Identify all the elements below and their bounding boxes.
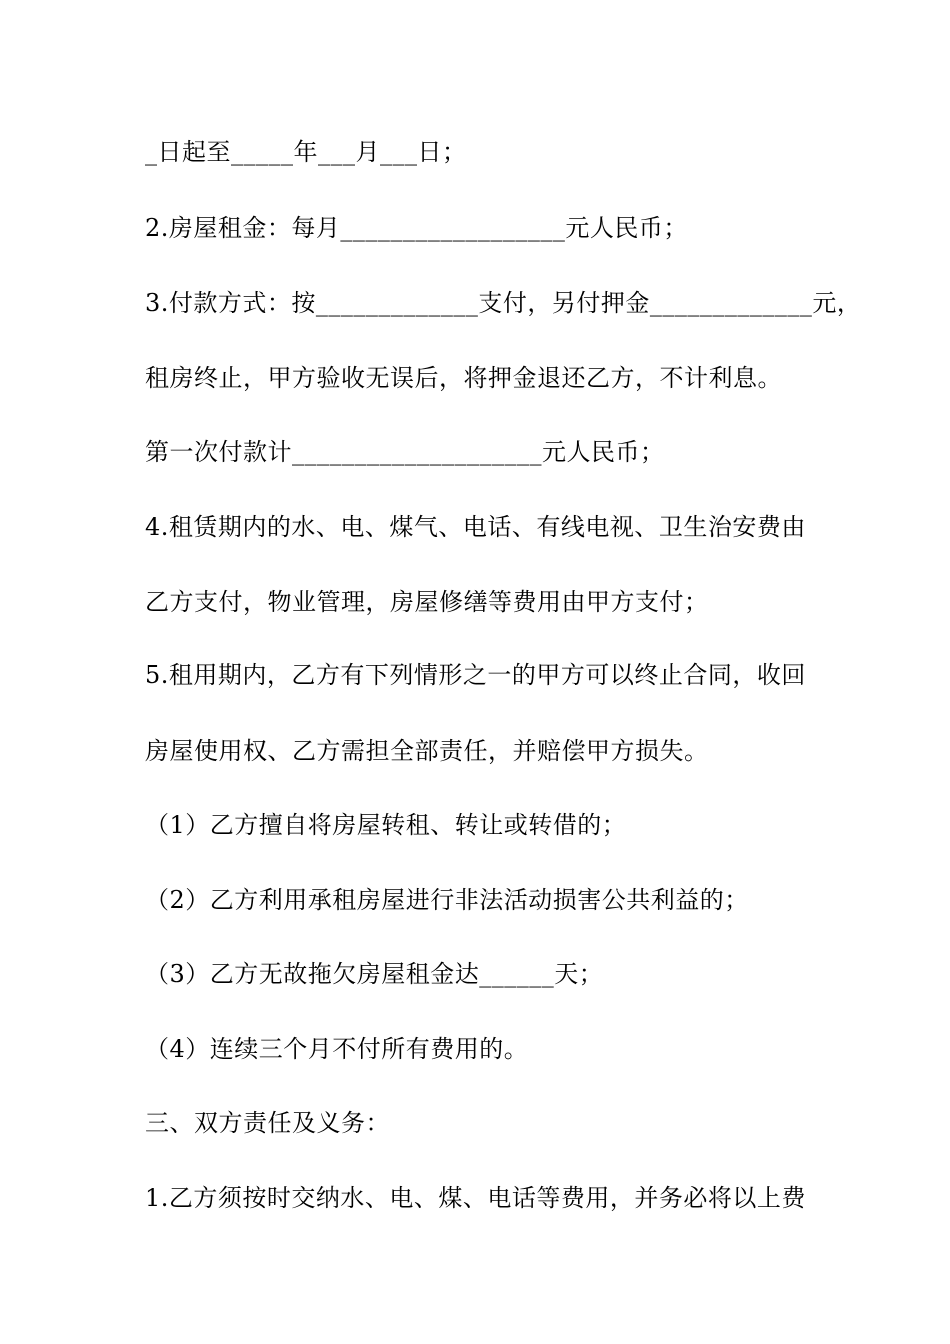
- text-line: 4.租赁期内的水、电、煤气、电话、有线电视、卫生治安费由: [145, 513, 806, 541]
- text-line: 2.房屋租金：每月__________________元人民币；: [145, 214, 688, 242]
- text-line: 第一次付款计____________________元人民币；: [145, 438, 665, 466]
- text-line: 租房终止，甲方验收无误后，将押金退还乙方，不计利息。: [145, 364, 782, 392]
- list-item: （1）乙方擅自将房屋转租、转让或转借的；: [145, 811, 627, 839]
- text-line: 5.租用期内，乙方有下列情形之一的甲方可以终止合同，收回: [145, 661, 806, 689]
- list-item: （4）连续三个月不付所有费用的。: [145, 1035, 529, 1063]
- section-heading: 三、双方责任及义务：: [145, 1109, 390, 1137]
- list-item: （2）乙方利用承租房屋进行非法活动损害公共利益的；: [145, 886, 749, 914]
- text-line: _日起至_____年___月___日；: [145, 138, 467, 166]
- text-line: 房屋使用权、乙方需担全部责任，并赔偿甲方损失。: [145, 737, 709, 765]
- list-item: （3）乙方无故拖欠房屋租金达______天；: [145, 960, 604, 988]
- text-line: 乙方支付，物业管理，房屋修缮等费用由甲方支付；: [145, 588, 709, 616]
- text-line: 1.乙方须按时交纳水、电、煤、电话等费用，并务必将以上费: [145, 1184, 806, 1212]
- text-line: 3.付款方式：按_____________支付，另付押金_____________元，: [145, 289, 862, 317]
